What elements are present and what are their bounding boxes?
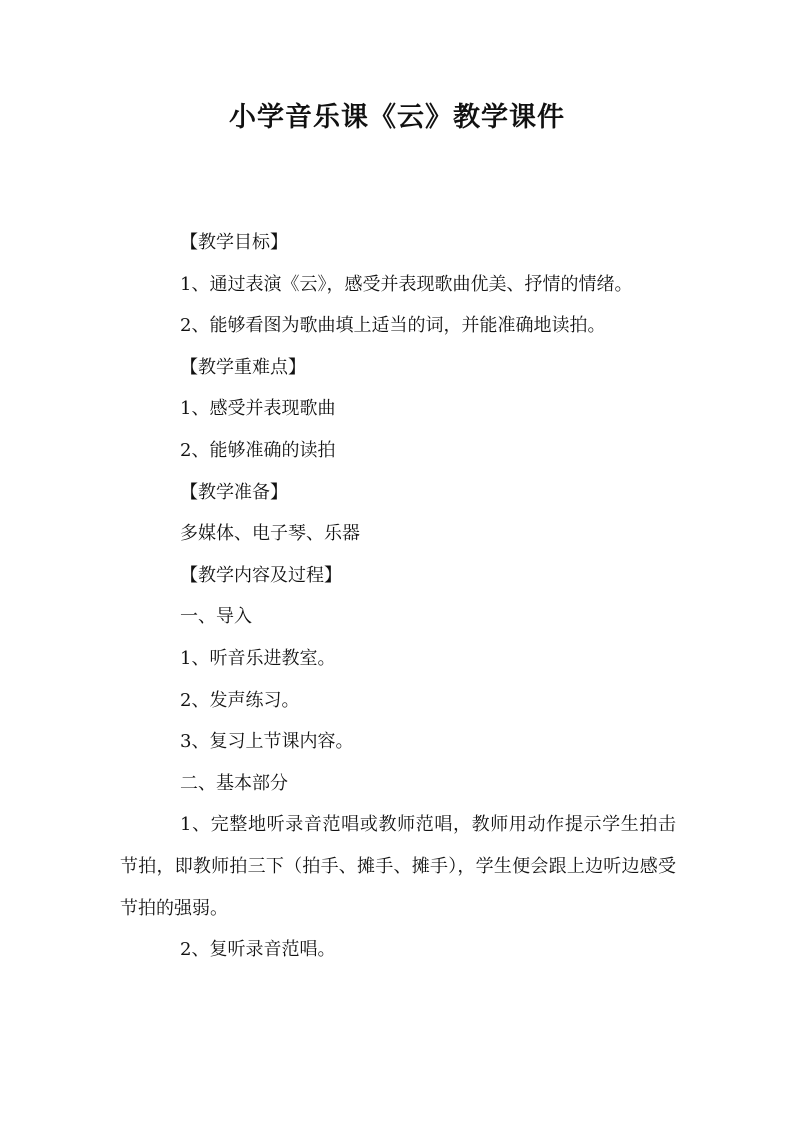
paragraph: 1、感受并表现歌曲: [180, 398, 336, 420]
section-heading-objectives: 【教学目标】: [180, 232, 288, 253]
paragraph: 2、复听录音范唱。: [180, 939, 336, 961]
paragraph: 1、完整地听录音范唱或教师范唱，教师用动作提示学生拍击节拍，即教师拍三下（拍手、摊手、摊手），学生便会跟上边听边感受节拍的强弱。: [120, 814, 676, 919]
subheading: 二、基本部分: [180, 772, 288, 794]
paragraph: 1、听音乐进教室。: [180, 647, 336, 669]
paragraph: 2、能够看图为歌曲填上适当的词，并能准确地读拍。: [180, 315, 606, 337]
section-heading-preparation: 【教学准备】: [180, 481, 288, 503]
document-body: [120, 222, 676, 971]
paragraph: 3、复习上节课内容。: [180, 731, 354, 753]
paragraph: 多媒体、电子琴、乐器: [180, 523, 360, 545]
paragraph: 2、能够准确的读拍: [180, 439, 336, 461]
section-heading-key-points: 【教学重难点】: [180, 356, 306, 378]
document-title: 小学音乐课《云》教学课件: [229, 102, 565, 133]
paragraph: 2、发声练习。: [180, 689, 300, 711]
paragraph: 1、通过表演《云》，感受并表现歌曲优美、抒情的情绪。: [180, 273, 633, 295]
subheading: 一、导入: [180, 606, 252, 628]
section-heading-process: 【教学内容及过程】: [180, 564, 342, 586]
